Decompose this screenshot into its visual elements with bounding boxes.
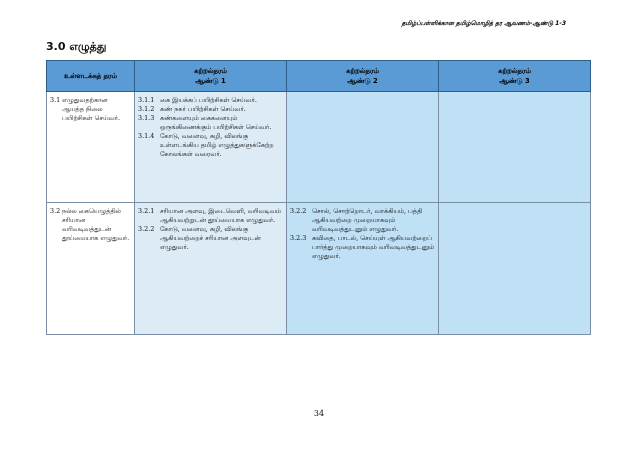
- item-text: கோடு, வளைவு, சுழி, விலங்கு ஆகியவற்றைச் சரியான அளவுடன் எழுதுவர்.: [160, 225, 261, 251]
- header-year-label: ஆண்டு 3: [499, 77, 530, 85]
- curriculum-table: [46, 60, 591, 335]
- header-content-standard: உள்ளடக்கத் தரம்: [47, 61, 135, 92]
- header-year-label: ஆண்டு 2: [347, 77, 378, 85]
- learning-item: [138, 96, 283, 105]
- item-text: சொல், சொற்றொடர், வாக்கியம், பத்தி ஆகியவற்றை முறையாகவும் வரிவடிவத்துடனும் எழுதுவர்.: [312, 207, 423, 233]
- item-text: கவிதை, பாடல், செய்யுள் ஆகியவற்றைப் பார்த்து முறையாகவும் வரிவடிவத்துடனும் எழுதுவர்.: [312, 234, 435, 260]
- year1-cell: [135, 203, 287, 335]
- item-number: 3.2.1: [138, 207, 155, 215]
- item-number: 3.2.3: [290, 234, 307, 242]
- learning-item: [138, 207, 283, 225]
- table-header-row: [47, 61, 591, 92]
- section-title: 3.0 எழுத்து: [46, 40, 107, 53]
- header-year-2: [287, 61, 439, 92]
- content-standard-cell: [47, 92, 135, 203]
- year3-cell: [439, 92, 591, 203]
- item-number: 3.1.2: [138, 105, 155, 113]
- item-text: கண்களையும் கைகளையும் ஒருங்கிணைக்கும் பயிற்சிகள் செய்வர்.: [160, 114, 272, 131]
- content-standard-cell: [47, 203, 135, 335]
- learning-item: [138, 114, 283, 132]
- standard-number: 3.2: [50, 207, 61, 215]
- header-year-label: ஆண்டு 1: [195, 77, 226, 85]
- header-learning-standard-label: கற்றல்தரம்: [498, 67, 531, 75]
- item-number: 3.1.1: [138, 96, 155, 104]
- item-text: சரியான அளவு, இடைவெளி, வரிவடிவம் ஆகியவற்றுடன் தூய்மையாக எழுதுவர்.: [160, 207, 281, 224]
- standard-text: நல்ல கையெழுத்தில் சரியான வரிவடிவத்துடன் தூய்மையாக எழுதுவர்.: [62, 207, 130, 242]
- year1-cell: [135, 92, 287, 203]
- table-row: [47, 92, 591, 203]
- item-number: 3.1.3: [138, 114, 155, 122]
- learning-item: [138, 132, 283, 159]
- header-learning-standard-label: கற்றல்தரம்: [346, 67, 379, 75]
- header-year-1: [135, 61, 287, 92]
- item-number: 3.1.4: [138, 132, 155, 140]
- year2-cell: [287, 92, 439, 203]
- item-number: 3.2.2: [138, 225, 155, 233]
- learning-item: [290, 207, 435, 234]
- table-row: [47, 203, 591, 335]
- standard-text: எழுதுவதற்கான ஆயத்த நிலை பயிற்சிகள் செய்வர்.: [62, 96, 121, 122]
- item-text: கண் நகர் பயிற்சிகள் செய்வர்.: [160, 105, 246, 113]
- running-header: தமிழ்ப்பள்ளிக்கான தமிழ்மொழித் தர ஆவணம்-ஆண்டு 1-3: [401, 20, 566, 27]
- learning-item: [290, 234, 435, 261]
- page-number: 34: [313, 409, 325, 418]
- standard-number: 3.1: [50, 96, 61, 104]
- learning-item: [138, 105, 283, 114]
- header-learning-standard-label: கற்றல்தரம்: [194, 67, 227, 75]
- year3-cell: [439, 203, 591, 335]
- year2-cell: [287, 203, 439, 335]
- item-text: கை இயக்கப் பயிற்சிகள் செய்வர்.: [160, 96, 257, 104]
- header-year-3: [439, 61, 591, 92]
- item-text: கோடு, வளைவு, சுழி, விலங்கு உள்ளடங்கிய தமிழ் எழுத்துகளுக்கேற்ற கோலங்கள் வரைவர்.: [160, 132, 274, 158]
- learning-item: [138, 225, 283, 252]
- item-number: 3.2.2: [290, 207, 307, 215]
